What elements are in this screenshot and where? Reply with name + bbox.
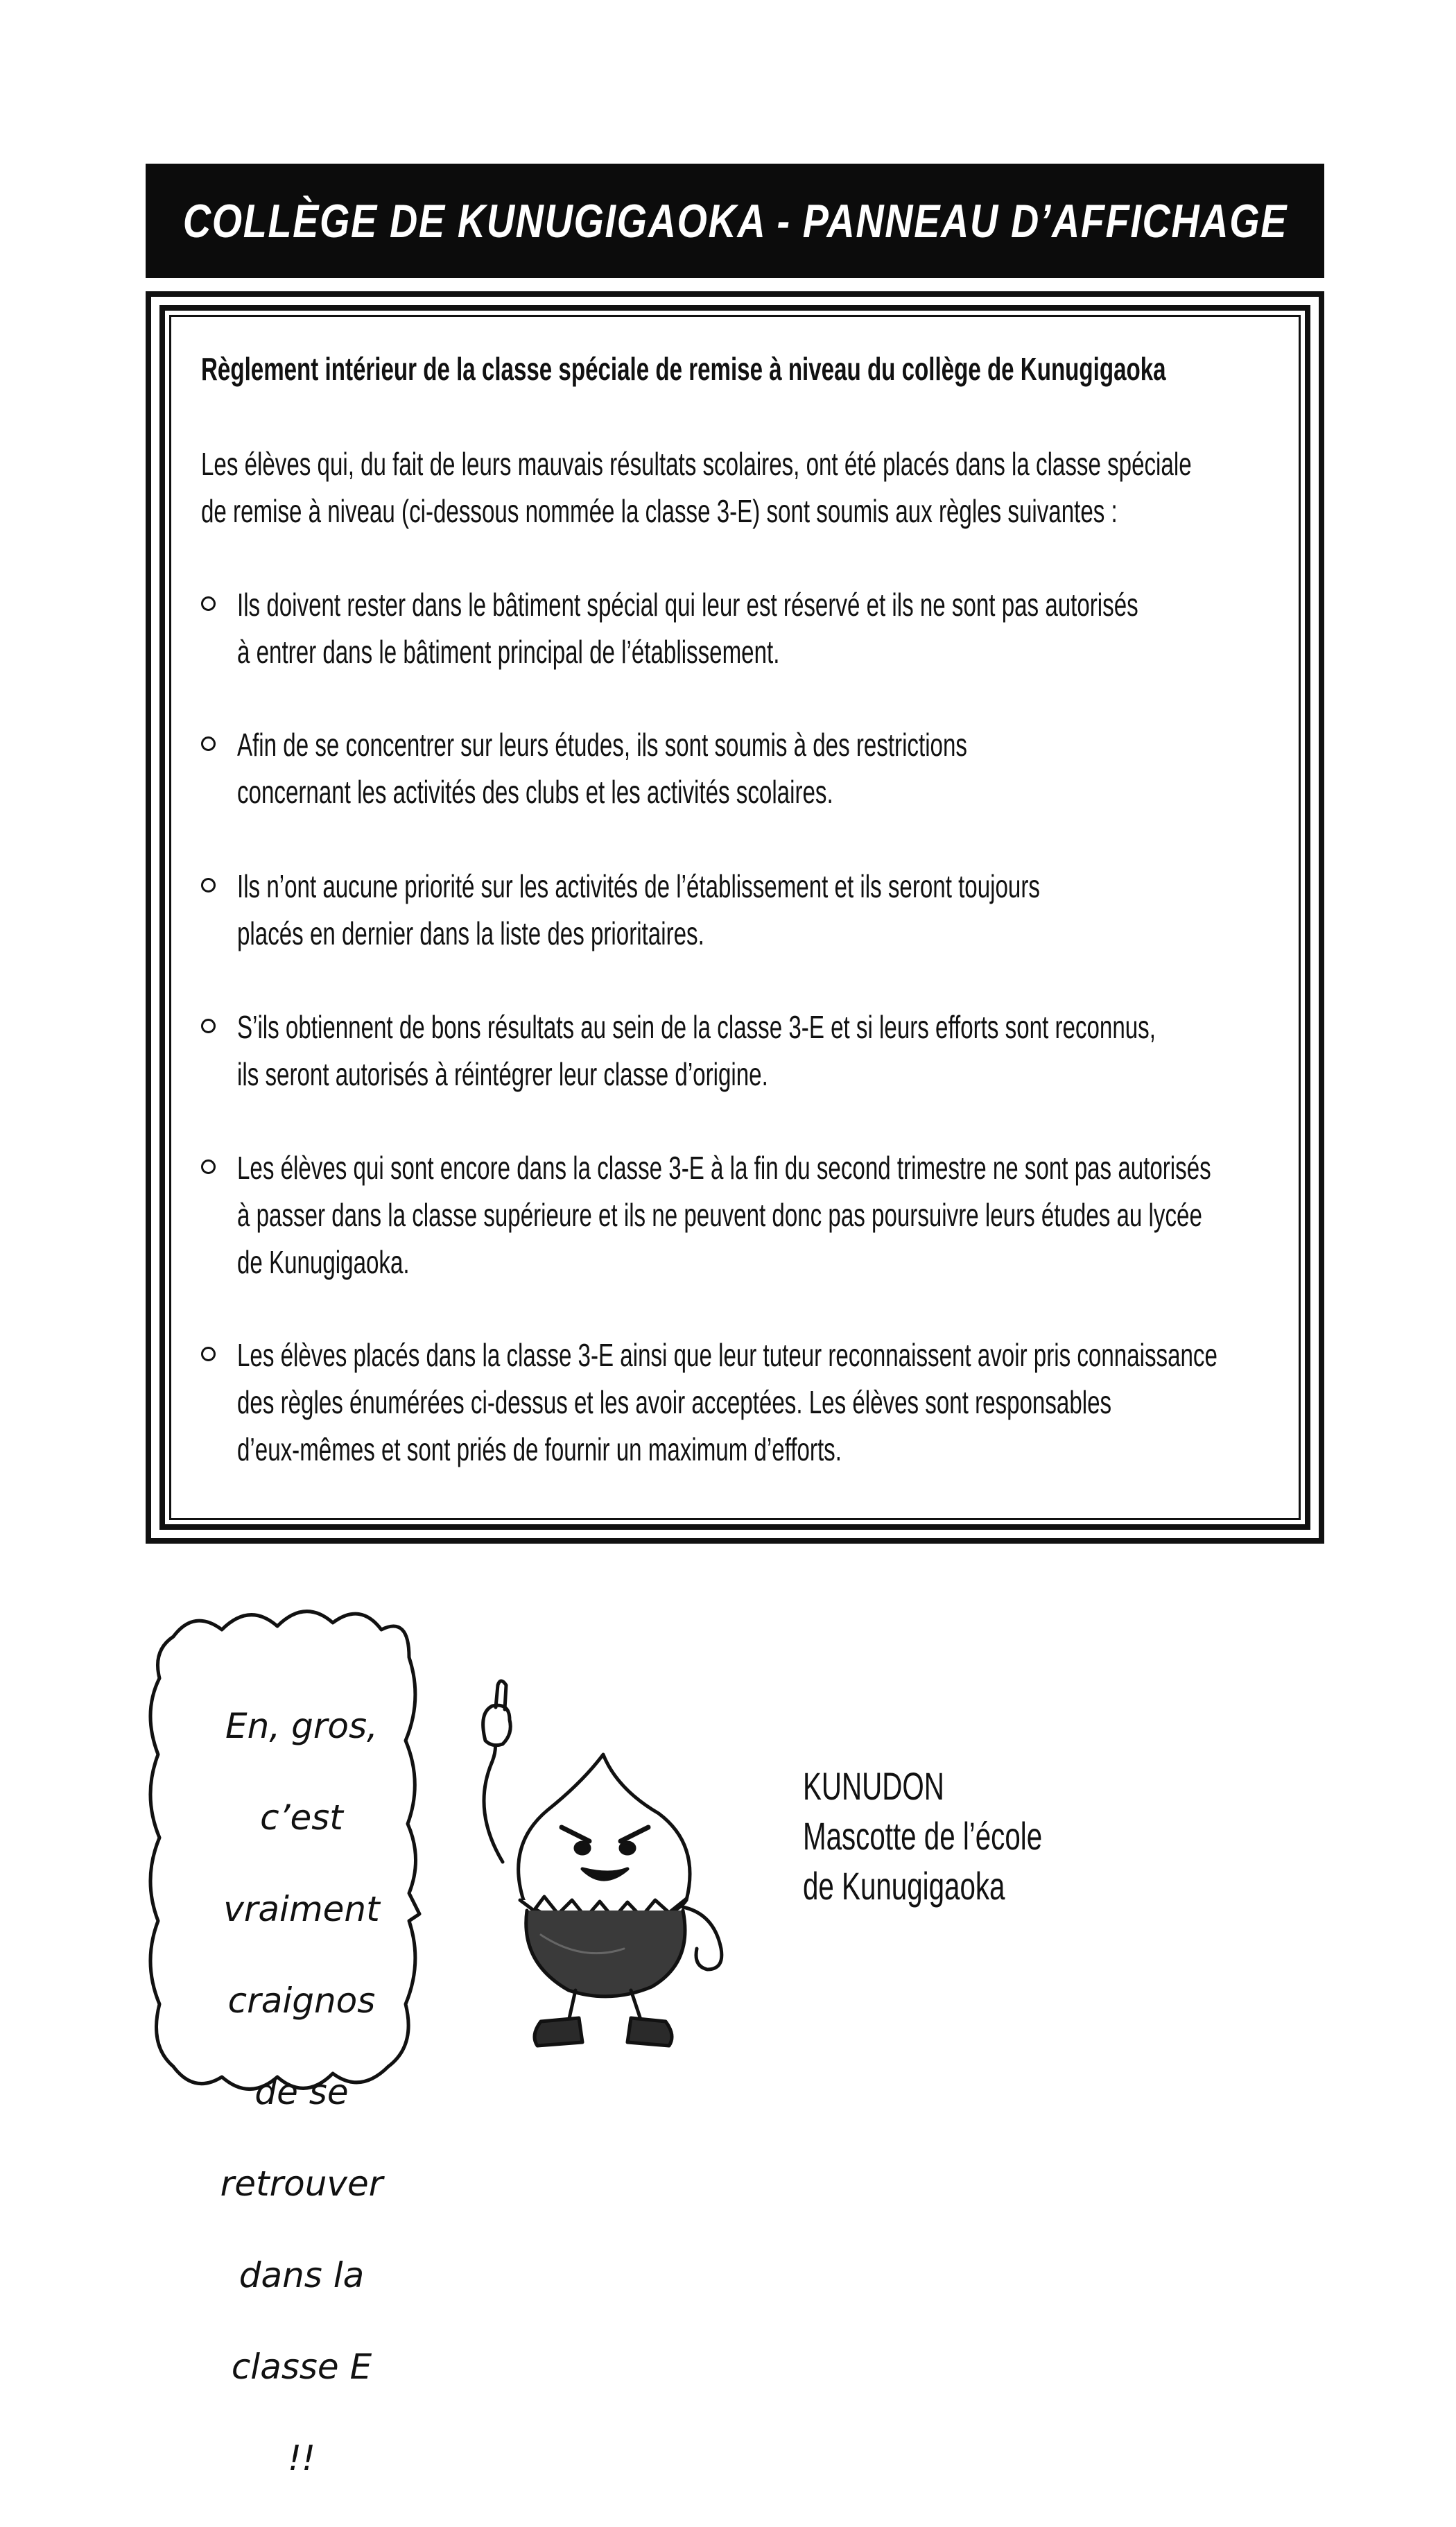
rule-line: des règles énumérées ci-dessus et les avoir acceptées. Les élèves sont responsables (237, 1384, 1112, 1420)
speech-line: de se (254, 2072, 349, 2112)
speech-line: retrouver (220, 2164, 383, 2204)
rule-line: à entrer dans le bâtiment principal de l’établissement. (237, 634, 780, 670)
bullet-icon (201, 878, 216, 892)
speech-line: c’est (260, 1797, 343, 1838)
speech-line: classe E (231, 2347, 372, 2387)
rule-line: d’eux-mêmes et sont priés de fournir un maximum d’efforts. (237, 1431, 842, 1467)
mascot-caption (803, 1761, 1042, 1911)
mascot-caption-line: Mascotte de l’école (803, 1814, 1043, 1858)
rule-line: de Kunugigaoka. (237, 1244, 410, 1280)
speech-line: craignos (227, 1981, 376, 2021)
speech-line: dans la (239, 2255, 365, 2295)
rule-line: Les élèves placés dans la classe 3-E ainsi que leur tuteur reconnaissent avoir pris connaissance (237, 1337, 1217, 1373)
bullet-icon (201, 1019, 216, 1033)
rule-line: Ils doivent rester dans le bâtiment spécial qui leur est réservé et ils ne sont pas autorisés (237, 587, 1138, 623)
rule-line: placés en dernier dans la liste des prioritaires. (237, 915, 704, 951)
bullet-icon (201, 1347, 216, 1361)
bullet-icon (201, 1159, 216, 1174)
speech-line: En, gros, (225, 1706, 378, 1746)
speech-line: vraiment (223, 1889, 380, 1929)
rule-line: S’ils obtiennent de bons résultats au sein de la classe 3-E et si leurs efforts sont reconnus, (237, 1009, 1156, 1045)
rule-line: concernant les activités des clubs et les activités scolaires. (237, 774, 833, 810)
speech-line: !! (287, 2438, 316, 2478)
rule-line: Afin de se concentrer sur leurs études, ils sont soumis à des restrictions (237, 727, 967, 763)
board-title: COLLÈGE DE KUNUGIGAOKA - PANNEAU D’AFFICHAGE (182, 194, 1288, 248)
bullet-icon (201, 736, 216, 751)
rule-line: ils seront autorisés à réintégrer leur classe d’origine. (237, 1056, 768, 1092)
notice-heading: Règlement intérieur de la classe spéciale de remise à niveau du collège de Kunugigaoka (201, 351, 1166, 387)
board-title-bar (146, 164, 1324, 278)
rule-line: à passer dans la classe supérieure et ils ne peuvent donc pas poursuivre leurs études au lycée (237, 1197, 1202, 1233)
rule-line: Les élèves qui sont encore dans la classe 3-E à la fin du second trimestre ne sont pas autorisés (237, 1150, 1211, 1186)
speech-text (170, 1657, 433, 2527)
bullet-icon (201, 596, 216, 611)
mascot-name: KUNUDON (803, 1764, 944, 1808)
rule-line: Ils n’ont aucune priorité sur les activités de l’établissement et ils seront toujours (237, 868, 1040, 904)
intro-line: Les élèves qui, du fait de leurs mauvais résultats scolaires, ont été placés dans la classe spéciale (201, 446, 1192, 482)
kunudon-mascot-illustration (444, 1671, 763, 2060)
mascot-caption-line: de Kunugigaoka (803, 1864, 1005, 1908)
intro-line: de remise à niveau (ci-dessous nommée la classe 3-E) sont soumis aux règles suivantes : (201, 493, 1118, 529)
notice-intro (201, 440, 1192, 535)
